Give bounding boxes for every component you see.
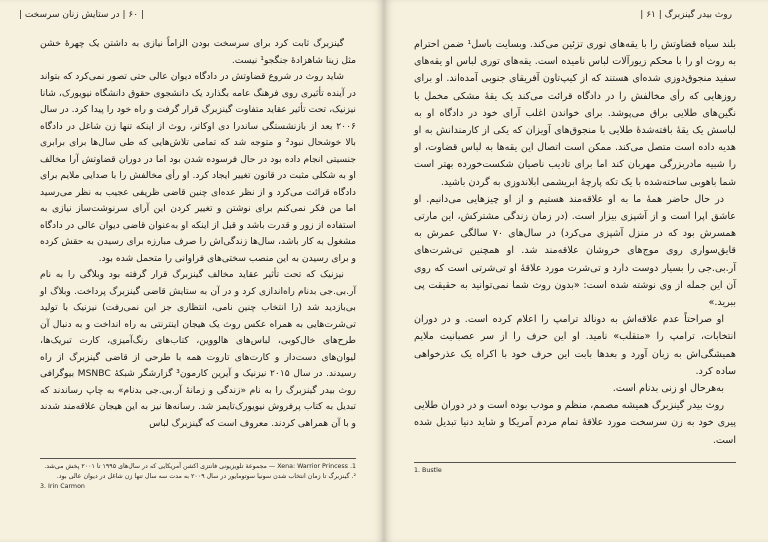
paragraph: روث بیدر گینزبرگ همیشه مصمم، منظم و مودب بوده است و در دوران طلایی پیری خود به زن سرسخت مورد علاقهٔ تمام مردم آمریکا و شاید دنیا تبدیل شده است. bbox=[414, 400, 736, 446]
right-page-footnotes bbox=[414, 462, 736, 476]
left-page-footnotes bbox=[40, 458, 356, 492]
paragraph: بلند سیاه قضاوتش را با یقه‌های توری تزئین می‌کند. وبسایت باسل¹ ضمن احترام به روث او را با محکم زیورآلات لباس نامیده است. یقه‌های توری لباس او یقه‌های سفید منجوق‌دوزی شده‌ای هستند که از کیپ‌تاون آفریقای جنوبی آمده‌اند. او برای روزهایی که رأی مخالفش را در دادگاه قرائت می‌کند یک یقهٔ مشکی مخمل با نگین‌های طلایی براق می‌پوشد. برای خواندن اغلب آرای خود در دادگاه او به لباسش یک یقهٔ بافته‌شدهٔ طلایی با منجوق‌های آویزان که یکی از کارمندانش به او هدیه داده است متصل می‌کند. ممکن است اتصال این یقه‌ها به لباس قضاوت، او را شبیه مادربزرگی مهربان کند اما برای تادیب ناصیان شکست‌خورده بهتر است شما باهوبی ساخته‌شده با یک تکه پارچهٔ ابریشمی ابلاندوزی به گردن باشید. bbox=[414, 39, 736, 188]
left-page-header: | ۶۰ | در ستایش زنان سرسخت | bbox=[18, 10, 144, 20]
footnote: 3. Irin Carmon bbox=[40, 483, 85, 490]
right-page-body bbox=[414, 36, 736, 449]
paragraph: به‌هرحال او زنی بدنام است. bbox=[612, 383, 724, 395]
right-page-header: روث بیدر گینزبرگ | ۶۱ | bbox=[640, 10, 732, 20]
paragraph: در حال حاضر همهٔ ما به او علاقه‌مند هستیم و از او چیزهایی می‌دانیم. او عاشق اپرا است و از آشپزی بیزار است. (در زمان زندگی مشترکش، این مارتی همسرش بود که در منزل آشپزی می‌کرد) در سال‌های ۷۰ سالگی عمرش به قایق‌سواری روی موج‌های خروشان علاقه‌مند شد. او همچنین تی‌شرت‌های آر.بی.جی را بسیار دوست دارد و تی‌شرت مورد علاقهٔ او تی‌شرتی است که روی آن این جمله از وی نوشته شده است: «بدون روث شما نمی‌توانید به حقیقت پی ببرید.» bbox=[414, 193, 737, 309]
footnote: ². گینزبرگ تا زمان انتخاب شدن سونیا سوتومایور در سال ۲۰۰۹ به مدت سه سال تنها زن شاغل در دیوان عالی بود. bbox=[56, 473, 356, 480]
footnote: 1. Bustle bbox=[414, 467, 442, 474]
paragraph: شاید روث در شروع قضاوتش در دادگاه دیوان عالی حتی تصور نمی‌کرد که بتواند در آینده تأثیری روی فرهنگ عامه بگذارد یک دانشجوی حقوق دانشگاه نیویورک، شانا نیزنیک، تحت تأثیر عقاید متفاوت گینزبرگ قرار گرفت و راه خود را پیدا کرد. در سال ۲۰۰۶ بعد از بازنشستگی ساندرا دی اوکانر، روث از اینکه تنها زن شاغل در دادگاه بالا خوشحال نبود² و متوجه شد که تمامی تلاش‌هایی که طی سال‌ها برای برابری جنسیتی انجام داده بود در حال فرسوده شدن بود اما در دوران قضاوتش آرا مخالف او به شکلی مثبت در قانون تغییر ایجاد کرد. او رأی مخالفش را با صدایی ملایم برای دادگاه قرائت می‌کرد و از نظر عده‌ای چنین قاضی ظریفی عجیب به نظر می‌رسید اما من فکر نمی‌کنم برای نوشتن و تغییر کردن این آرای سرنوشت‌ساز نیازی به استفاده از زور و قدرت باشد و قبل از اینکه او به‌عنوان قاضی دیوان عالی در دادگاه مشغول به کار باشد، سال‌ها زندگی‌اش را صرف مبارزه برای رسیدن به حقش کرده و برای رسیدن به این منصب سختی‌های فراوانی را متحمل شده بود. bbox=[40, 71, 356, 264]
paragraph: نیزنیک که تحت تأثیر عقاید مخالف گینزبرگ قرار گرفته بود وبلاگی را به نام آر.بی.جی بدنام راه‌اندازی کرد و در آن به ستایش قاضی گینزبرگ پرداخت. وبلاگ او بی‌بازدید شد (را انتخاب چنین نامی، انتظاری جز این نمی‌رفت) نیزنیک با تولید تی‌شرت‌هایی به همراه عکس روث یک هیجان اینترنتی به راه انداخت و به دنبال آن طرح‌های خال‌کوبی، لباس‌های هالووین، کتاب‌های رنگ‌آمیزی، کارت تبریک‌ها، لیوان‌های دست‌دار و کارت‌های تاروت همه با طرحی از قاضی گینزبرگ از راه رسیدند. در سال ۲۰۱۵ نیزنیک و آیرین کارمون³ گزارشگر شبکهٔ MSNBC بیوگرافی روث بیدر گینزبرگ را به نام «زندگی و زمانهٔ آر.بی.جی بدنام» به چاپ رساندند که تبدیل به کتاب پرفروش نیویورک‌تایمز شد. رسانه‌ها نیز به این هیجان علاقه‌مند شدند و با آن همراهی کردند. معروف است که گینزبرگ لباس bbox=[40, 269, 357, 429]
footnote: 1. Xena: Warrior Princess — مجموعهٔ تلویزیونی فانتزی اکشن آمریکایی که در سال‌های ۱۹۹۵ تا ۲۰۰۱ پخش می‌شد. bbox=[44, 463, 356, 470]
paragraph: او صراحتاً عدم علاقه‌اش به دونالد ترامپ را اعلام کرده است. و در دوران انتخابات، ترامپ را «متقلب» نامید. او این حرف را از سر عصبانیت ملایم همیشگی‌اش به زبان آورد و بعدها بابت این حرف خود با اکراه یک عذرخواهی ساده کرد. bbox=[414, 314, 736, 377]
paragraph: گینزبرگ ثابت کرد برای سرسخت بودن الزاماً نیازی به داشتن یک چهرهٔ خشن مثل زینا شاهزادهٔ جنگجو¹ نیست. bbox=[40, 38, 356, 66]
left-page-body bbox=[40, 36, 356, 432]
right-page bbox=[384, 0, 768, 542]
